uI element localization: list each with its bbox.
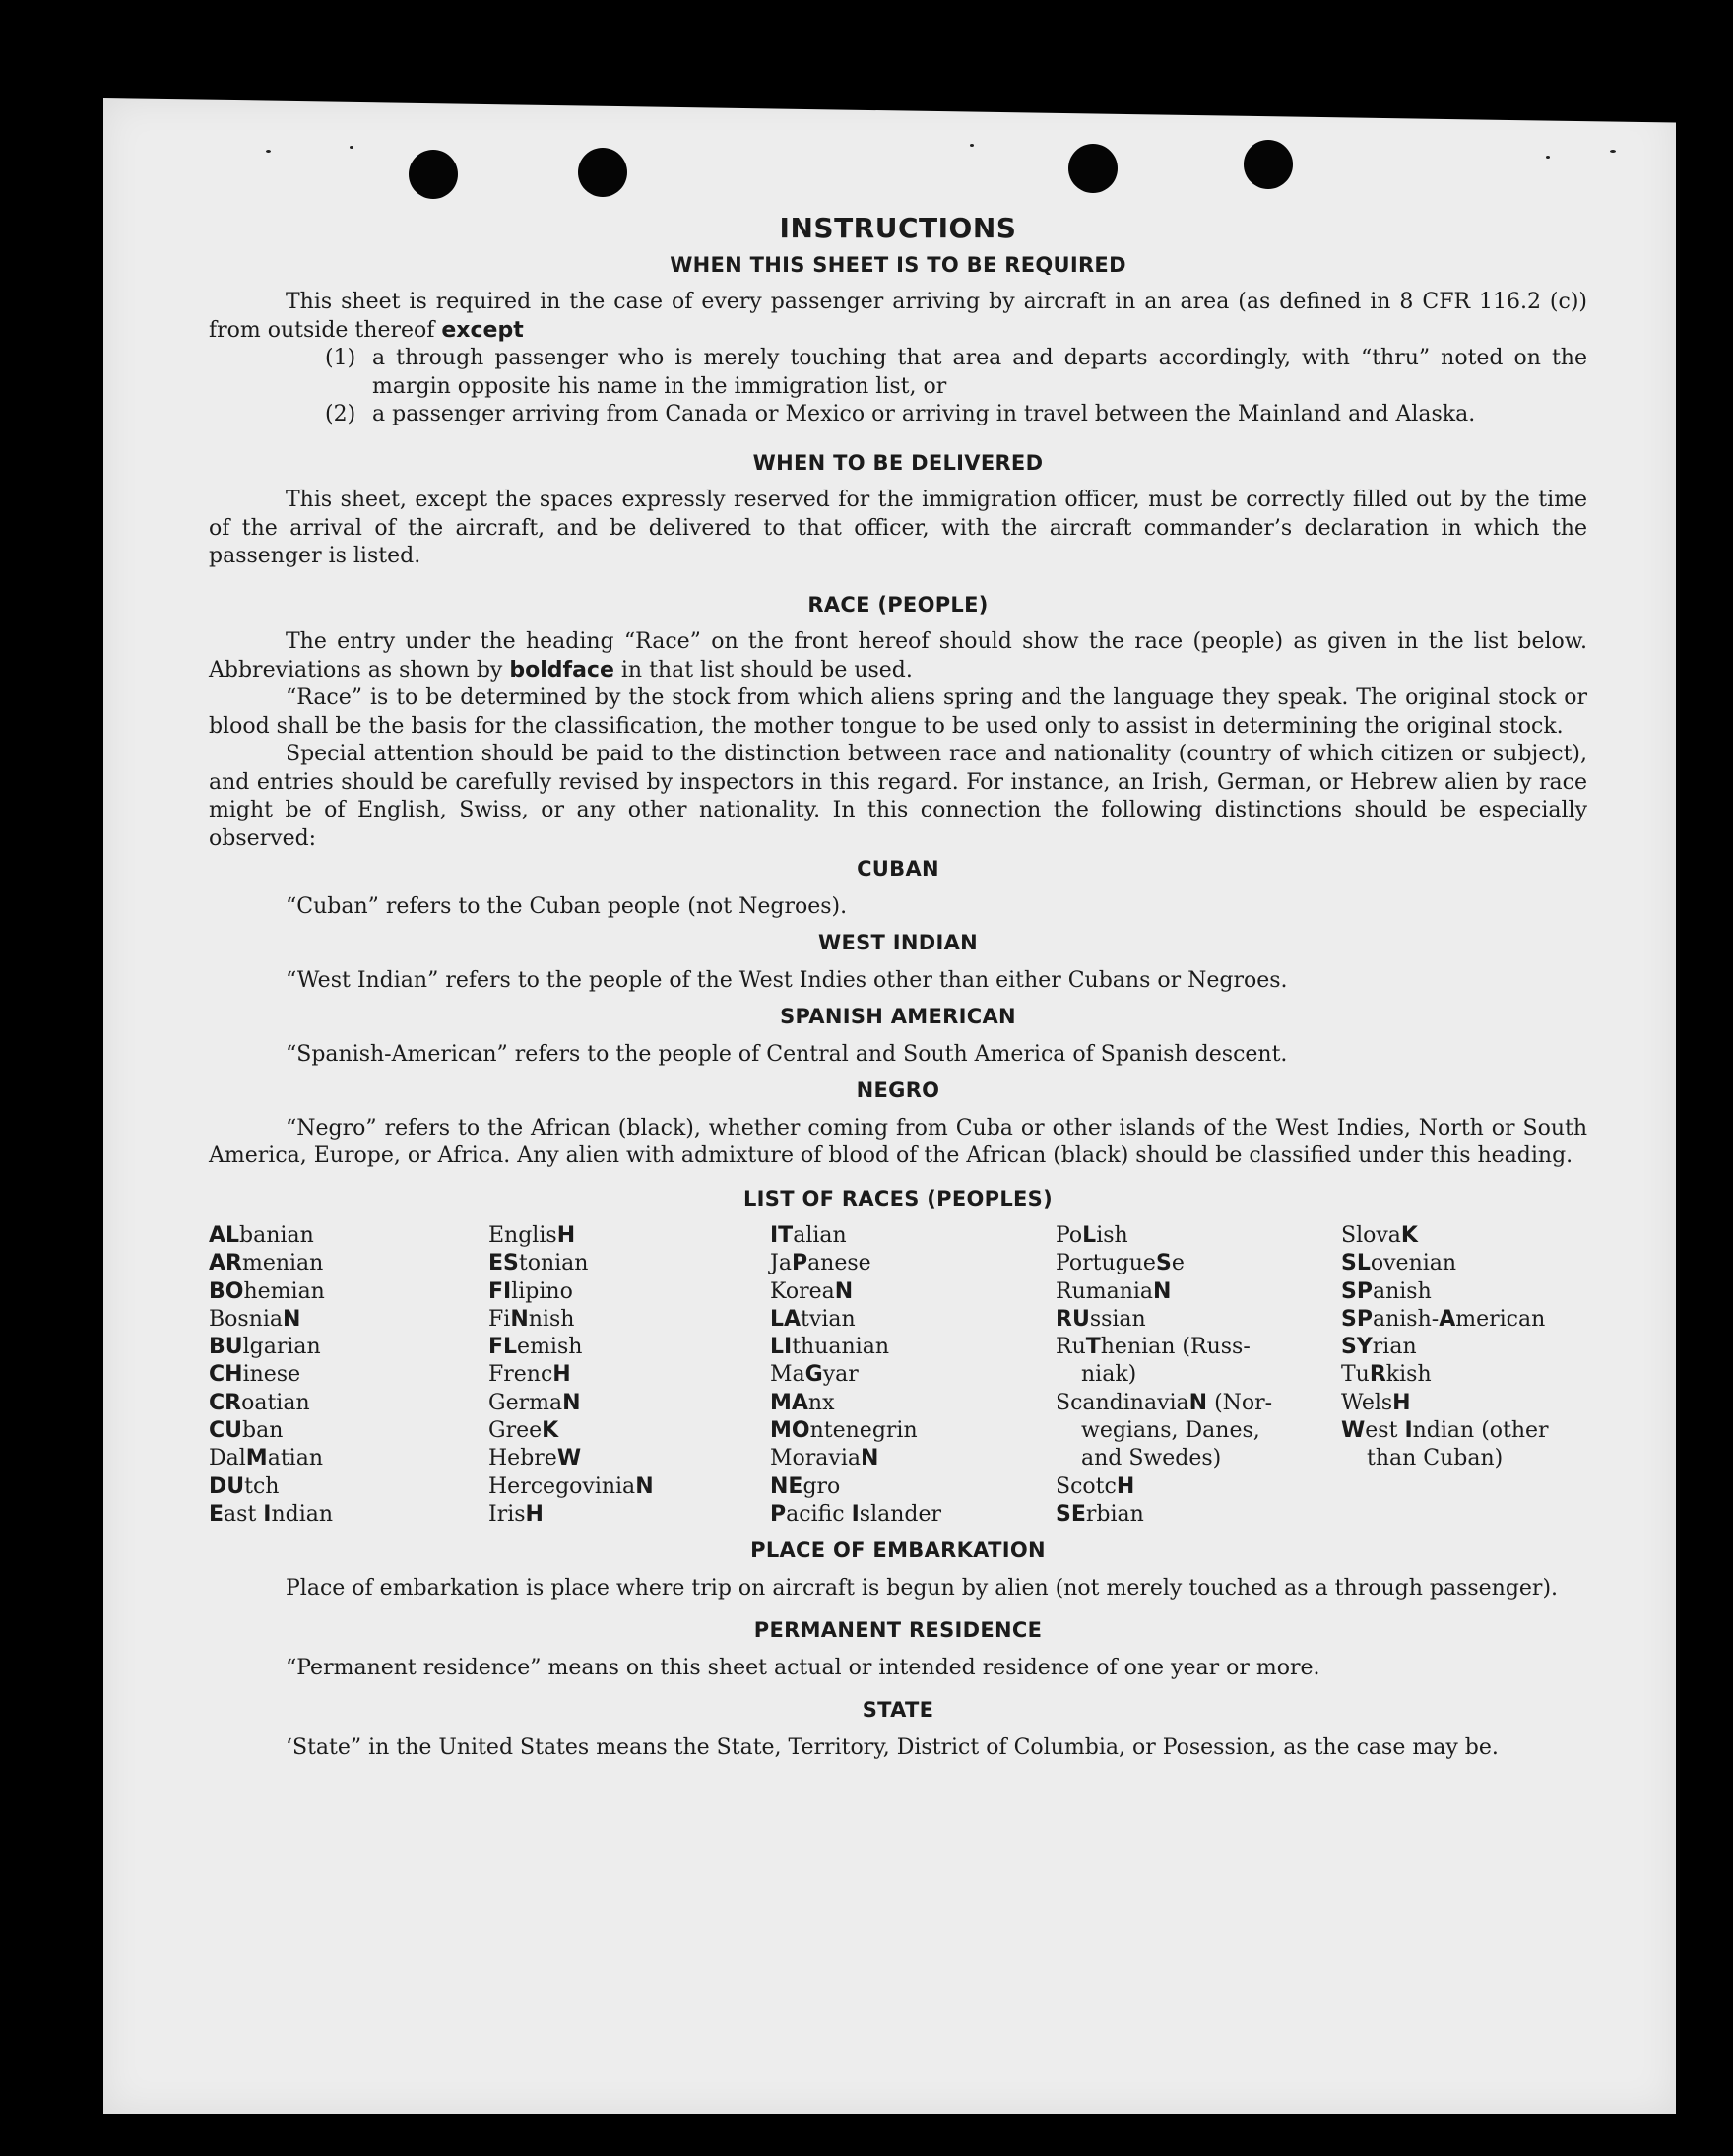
exception-item xyxy=(209,345,1587,401)
race-abbrev-bold: CH xyxy=(209,1362,243,1388)
race-entry xyxy=(488,1278,770,1306)
race-p1-text-b: in that list should be used. xyxy=(620,657,913,683)
race-entry xyxy=(1056,1501,1341,1529)
race-entry xyxy=(209,1390,488,1417)
race-entry xyxy=(488,1445,770,1472)
race-name-part: Scotc xyxy=(1056,1473,1117,1499)
race-abbrev-bold: S xyxy=(1155,1251,1172,1276)
race-name-part: Hercegovinia xyxy=(488,1473,636,1499)
race-entry xyxy=(770,1222,1056,1250)
race-abbrev-bold: BO xyxy=(209,1278,244,1304)
race-entry xyxy=(1056,1390,1341,1417)
race-name-part: merican xyxy=(1455,1306,1546,1332)
race-name-part: anish xyxy=(1372,1278,1432,1304)
required-intro-text: This sheet is required in the case of every passenger arriving by aircraft in an area (as defined in 8 CFR 116.2 (c)) from outside thereof xyxy=(209,290,1587,343)
races-column xyxy=(770,1222,1056,1529)
race-abbrev-bold: SL xyxy=(1341,1251,1371,1276)
race-entry xyxy=(1056,1361,1341,1389)
race-entry-continuation: and Swedes) xyxy=(1081,1446,1222,1471)
race-name-part: Bosnia xyxy=(209,1306,284,1332)
race-name-part: menian xyxy=(241,1251,324,1276)
punch-hole xyxy=(1244,140,1293,189)
race-entry xyxy=(1056,1334,1341,1361)
race-name-part: Ru xyxy=(1056,1335,1086,1360)
race-name-part: Scandinavia xyxy=(1056,1390,1189,1415)
heading-spanish-american: SPANISH AMERICAN xyxy=(780,1005,1016,1028)
race-entry xyxy=(209,1222,488,1250)
heading-west-indian: WEST INDIAN xyxy=(817,931,979,954)
race-name-part: ndian (other xyxy=(1412,1418,1549,1444)
exception-item xyxy=(209,401,1587,429)
state-text: ‘State” in the United States means the State, Territory, District of Columbia, or Posession, as the case may be. xyxy=(286,1734,1499,1760)
race-name-part: Ja xyxy=(770,1251,792,1276)
race-entry xyxy=(209,1278,488,1306)
race-entry xyxy=(1056,1222,1341,1250)
race-name-part: lipino xyxy=(511,1278,573,1304)
races-column xyxy=(209,1222,488,1529)
heading-cuban: CUBAN xyxy=(857,857,939,881)
race-name-part: ssian xyxy=(1089,1306,1146,1332)
heading-delivered: WHEN TO BE DELIVERED xyxy=(752,450,1044,475)
race-abbrev-bold: N xyxy=(834,1278,854,1304)
race-abbrev-bold: N xyxy=(1188,1390,1208,1415)
race-name-part: inese xyxy=(242,1362,301,1388)
race-abbrev-bold: W xyxy=(1341,1418,1366,1444)
cuban-text: “Cuban” refers to the Cuban people (not Negroes). xyxy=(286,893,848,919)
race-entry-continuation: wegians, Danes, xyxy=(1081,1418,1260,1444)
race-abbrev-bold: MO xyxy=(770,1418,810,1444)
residence-text: “Permanent residence” means on this sheet actual or intended residence of one year or more. xyxy=(286,1655,1320,1680)
race-entry xyxy=(209,1250,488,1277)
page-title: INSTRUCTIONS xyxy=(779,212,1017,244)
race-name-part: yar xyxy=(822,1362,859,1388)
race-name-part: Ma xyxy=(770,1362,805,1388)
race-entry xyxy=(1341,1334,1587,1361)
race-entry xyxy=(488,1473,770,1501)
race-abbrev-bold: I xyxy=(851,1501,860,1527)
race-entry xyxy=(488,1334,770,1361)
race-paragraph-2: “Race” is to be determined by the stock from which aliens spring and the language they speak. The original stock or blood shall be the basis for the classification, the mother tongue to be used only to assist in determining the original stock. xyxy=(209,686,1587,739)
race-entry xyxy=(770,1361,1056,1389)
race-entry xyxy=(1341,1278,1587,1306)
race-entry xyxy=(1056,1250,1341,1277)
race-name-part: tonian xyxy=(518,1251,589,1276)
race-name-part: Fi xyxy=(488,1306,511,1332)
race-abbrev-bold: N xyxy=(562,1390,581,1415)
race-paragraph-3: Special attention should be paid to the distinction between race and nationality (country of which citizen or subject), and entries should be carefully revised by inspectors in this regard. For instance, an Irish, German, or Hebrew alien by race might be of English, Swiss, or any other nationality. In this connection the following distinctions should be especially observed: xyxy=(209,742,1587,851)
race-entry xyxy=(1341,1390,1587,1417)
race-abbrev-bold: ES xyxy=(488,1251,519,1276)
race-abbrev-bold: IT xyxy=(770,1223,794,1248)
race-abbrev-bold: P xyxy=(770,1501,787,1527)
race-name-part: ntenegrin xyxy=(809,1418,918,1444)
race-entry xyxy=(1056,1306,1341,1334)
race-abbrev-bold: G xyxy=(804,1362,823,1388)
race-name-part: Korea xyxy=(770,1278,835,1304)
races-column xyxy=(1341,1222,1587,1529)
race-abbrev-bold: CR xyxy=(209,1390,242,1415)
race-abbrev-bold: H xyxy=(552,1362,571,1388)
race-name-part: Englis xyxy=(488,1223,557,1248)
speck xyxy=(350,146,353,149)
race-entry xyxy=(1056,1417,1341,1445)
spanish-american-text: “Spanish-American” refers to the people of Central and South America of Spanish descent. xyxy=(286,1041,1288,1067)
race-name-part: atian xyxy=(267,1446,323,1471)
exception-number: (1) xyxy=(325,346,356,370)
race-abbrev-bold: M xyxy=(245,1446,268,1471)
race-entry xyxy=(209,1473,488,1501)
race-paragraph-1 xyxy=(209,628,1587,685)
race-entry-continuation: than Cuban) xyxy=(1367,1446,1504,1471)
heading-state: STATE xyxy=(862,1698,934,1723)
race-entry xyxy=(1341,1417,1587,1445)
race-entry xyxy=(1341,1445,1587,1472)
race-p1-text-a: The entry under the heading “Race” on the front hereof should show the race (people) as given in the list below. Abbreviations as shown by xyxy=(209,629,1587,683)
race-abbrev-bold: SP xyxy=(1341,1306,1373,1332)
race-abbrev-bold: T xyxy=(1085,1335,1101,1360)
race-name-part: Portugue xyxy=(1056,1251,1156,1276)
instructions-content xyxy=(209,212,1587,1762)
race-name-part: lgarian xyxy=(242,1335,321,1360)
race-abbrev-bold: H xyxy=(556,1223,576,1248)
race-abbrev-bold: H xyxy=(525,1501,544,1527)
punch-hole xyxy=(1068,144,1118,193)
race-name-part: slander xyxy=(859,1501,942,1527)
race-name-part: nx xyxy=(807,1390,835,1415)
heading-required: WHEN THIS SHEET IS TO BE REQUIRED xyxy=(670,252,1126,277)
race-name-part: Frenc xyxy=(488,1362,553,1388)
race-entry xyxy=(770,1278,1056,1306)
required-intro-except: except xyxy=(441,317,524,343)
race-entry xyxy=(770,1250,1056,1277)
race-entry xyxy=(488,1390,770,1417)
race-name-part: gro xyxy=(802,1473,841,1499)
race-name-part: Germa xyxy=(488,1390,563,1415)
race-entry xyxy=(209,1361,488,1389)
race-name-part: Moravia xyxy=(770,1446,861,1471)
race-entry xyxy=(1341,1306,1587,1334)
race-name-part: Gree xyxy=(488,1418,543,1444)
race-entry xyxy=(770,1390,1056,1417)
race-abbrev-bold: H xyxy=(1392,1390,1411,1415)
races-column xyxy=(488,1222,770,1529)
race-entry xyxy=(209,1501,488,1529)
race-name-part: Wels xyxy=(1341,1390,1393,1415)
race-abbrev-bold: SP xyxy=(1341,1278,1373,1304)
race-entry xyxy=(488,1361,770,1389)
race-name-part: tvian xyxy=(801,1306,856,1332)
race-abbrev-bold: L xyxy=(1082,1223,1097,1248)
race-abbrev-bold: CU xyxy=(209,1418,243,1444)
race-name-part: Hebre xyxy=(488,1446,557,1471)
speck xyxy=(1546,156,1550,159)
race-abbrev-bold: N xyxy=(861,1446,879,1471)
race-name-part: banian xyxy=(239,1223,314,1248)
race-name-part: nish xyxy=(528,1306,575,1332)
race-entry xyxy=(770,1334,1056,1361)
heading-negro: NEGRO xyxy=(856,1078,940,1102)
race-abbrev-bold: MA xyxy=(770,1390,808,1415)
race-entry xyxy=(1341,1361,1587,1389)
race-name-part: Rumania xyxy=(1056,1278,1154,1304)
race-entry-continuation: niak) xyxy=(1081,1362,1137,1388)
race-name-part: anese xyxy=(807,1251,871,1276)
race-entry xyxy=(488,1306,770,1334)
race-entry xyxy=(1056,1278,1341,1306)
race-name-part: rbian xyxy=(1085,1501,1144,1527)
race-abbrev-bold: FI xyxy=(488,1278,512,1304)
race-name-part: henian (Russ- xyxy=(1100,1335,1251,1360)
delivered-text: This sheet, except the spaces expressly reserved for the immigration officer, must be correctly filled out by the time of the arrival of the aircraft, and be delivered to that officer, with the aircraft commander’s declaration in which the passenger is listed. xyxy=(209,488,1587,568)
race-abbrev-bold: N xyxy=(283,1306,301,1332)
race-entry xyxy=(488,1417,770,1445)
race-entry xyxy=(209,1334,488,1361)
races-column xyxy=(1056,1222,1341,1529)
heading-race: RACE (PEOPLE) xyxy=(807,592,989,617)
race-abbrev-bold: A xyxy=(1439,1306,1456,1332)
race-abbrev-bold: RU xyxy=(1056,1306,1090,1332)
exception-text: a passenger arriving from Canada or Mexico or arriving in travel between the Mainland and Alaska. xyxy=(372,402,1476,426)
west-indian-text: “West Indian” refers to the people of the West Indies other than either Cubans or Negroes. xyxy=(286,967,1288,993)
race-name-part: alian xyxy=(793,1223,847,1248)
race-name-part: Tu xyxy=(1341,1362,1370,1388)
race-name-part: (Nor- xyxy=(1207,1390,1273,1415)
race-abbrev-bold: P xyxy=(791,1251,808,1276)
race-name-part: anish- xyxy=(1372,1306,1440,1332)
race-name-part: rian xyxy=(1372,1335,1417,1360)
race-entry xyxy=(488,1250,770,1277)
race-abbrev-bold: AL xyxy=(209,1223,240,1248)
race-abbrev-bold: I xyxy=(1404,1418,1413,1444)
exception-number: (2) xyxy=(325,402,356,426)
race-name-part: e xyxy=(1171,1251,1185,1276)
race-name-part: emish xyxy=(517,1335,583,1360)
required-intro xyxy=(209,289,1587,345)
race-entry xyxy=(488,1501,770,1529)
race-name-part: tch xyxy=(244,1473,280,1499)
race-entry xyxy=(770,1473,1056,1501)
race-entry xyxy=(209,1417,488,1445)
race-abbrev-bold: LA xyxy=(770,1306,802,1332)
race-abbrev-bold: H xyxy=(1116,1473,1135,1499)
race-entry xyxy=(770,1306,1056,1334)
race-entry xyxy=(1341,1222,1587,1250)
race-name-part: kish xyxy=(1385,1362,1432,1388)
race-entry xyxy=(209,1445,488,1472)
race-abbrev-bold: K xyxy=(1400,1223,1418,1248)
race-entry xyxy=(1056,1445,1341,1472)
race-abbrev-bold: SE xyxy=(1056,1501,1086,1527)
exception-text: a through passenger who is merely touching that area and departs accordingly, with “thru” noted on the margin opposite his name in the immigration list, or xyxy=(372,346,1587,399)
race-name-part: est xyxy=(1365,1418,1405,1444)
race-abbrev-bold: SY xyxy=(1341,1335,1373,1360)
race-entry xyxy=(770,1417,1056,1445)
race-entry xyxy=(209,1306,488,1334)
race-abbrev-bold: BU xyxy=(209,1335,243,1360)
race-name-part: Iris xyxy=(488,1501,526,1527)
race-name-part: oatian xyxy=(241,1390,310,1415)
race-abbrev-bold: NE xyxy=(770,1473,803,1499)
race-entry xyxy=(488,1222,770,1250)
negro-text: “Negro” refers to the African (black), whether coming from Cuba or other islands of the West Indies, North or South America, Europe, or Africa. Any alien with admixture of blood of the African (black) should be classified under this heading. xyxy=(209,1115,1587,1168)
race-entry xyxy=(1341,1250,1587,1277)
speck xyxy=(1610,150,1616,153)
race-abbrev-bold: DU xyxy=(209,1473,245,1499)
speck xyxy=(266,150,271,153)
race-entry xyxy=(1056,1473,1341,1501)
race-name-part: ish xyxy=(1096,1223,1128,1248)
race-abbrev-bold: AR xyxy=(209,1251,242,1276)
race-name-part: ast xyxy=(224,1501,264,1527)
speck xyxy=(970,144,974,147)
race-entry xyxy=(770,1445,1056,1472)
embarkation-text: Place of embarkation is place where trip on aircraft is begun by alien (not merely touched as a through passenger). xyxy=(286,1575,1559,1601)
race-abbrev-bold: N xyxy=(1153,1278,1172,1304)
race-name-part: ndian xyxy=(271,1501,334,1527)
race-abbrev-bold: E xyxy=(209,1501,225,1527)
race-name-part: Slova xyxy=(1341,1223,1401,1248)
race-abbrev-bold: N xyxy=(510,1306,529,1332)
race-abbrev-bold: LI xyxy=(770,1335,793,1360)
heading-list-of-races: LIST OF RACES (PEOPLES) xyxy=(742,1186,1053,1210)
race-p1-boldface: boldface xyxy=(509,657,614,683)
punch-hole xyxy=(409,150,458,199)
race-name-part: ovenian xyxy=(1370,1251,1457,1276)
race-abbrev-bold: K xyxy=(542,1418,559,1444)
race-name-part: acific xyxy=(786,1501,852,1527)
race-abbrev-bold: W xyxy=(556,1446,582,1471)
heading-embarkation: PLACE OF EMBARKATION xyxy=(750,1538,1046,1563)
race-entry xyxy=(770,1501,1056,1529)
race-name-part: Dal xyxy=(209,1446,246,1471)
heading-residence: PERMANENT RESIDENCE xyxy=(753,1618,1043,1643)
race-name-part: Po xyxy=(1056,1223,1083,1248)
races-list xyxy=(209,1222,1587,1529)
race-name-part: thuanian xyxy=(792,1335,890,1360)
race-abbrev-bold: I xyxy=(263,1501,272,1527)
race-name-part: ban xyxy=(242,1418,284,1444)
race-abbrev-bold: N xyxy=(635,1473,654,1499)
race-abbrev-bold: FL xyxy=(488,1335,518,1360)
race-abbrev-bold: R xyxy=(1369,1362,1386,1388)
race-name-part: hemian xyxy=(243,1278,325,1304)
punch-hole xyxy=(578,148,627,197)
